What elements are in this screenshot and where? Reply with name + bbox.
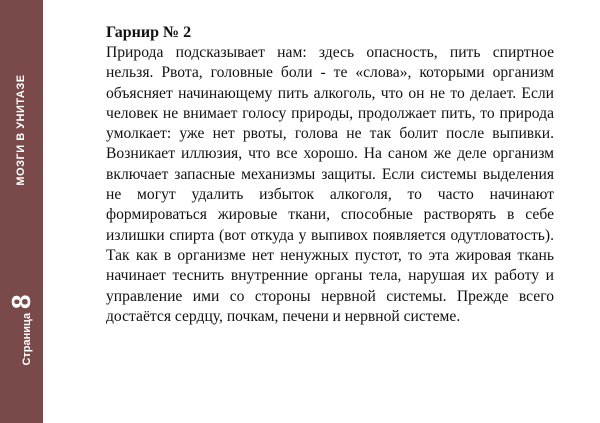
article-body: Природа подсказывает нам: здесь опасность, пить спиртное нельзя. Рвота, головные боли - те «слова», которыми организм объясняет начинающему пить алкоголь, что он не то делает. Если человек не внимает голосу природы, продолжает пить, то природа умолкает: уже нет рвоты, голова не так болит после выпивки. Возникает иллюзия, что все хорошо. На саном же деле организм включает запасные механизмы защиты. Если системы выделения не могут удалить избыток алкоголя, то часто начинают формироваться жировые ткани, способные растворять в себе излишки спирта (вот откуда у выпивох появляется одутловатость). Так как в организме нет ненужных пустот, то эта жировая ткань начинает теснить внутренние органы тела, нарушая их работу и управление ими со стороны нервной системы. Прежде всего достаётся сердцу, почкам, печени и нервной системе. <box>106 44 554 325</box>
page-indicator <box>8 294 34 365</box>
section-title: МОЗГИ В УНИТАЗЕ <box>15 74 27 186</box>
page-label: Страница <box>21 312 33 366</box>
article <box>106 23 554 327</box>
article-heading: Гарнир № 2 <box>106 24 192 41</box>
sidebar <box>0 0 43 423</box>
page-number: 8 <box>6 294 36 309</box>
